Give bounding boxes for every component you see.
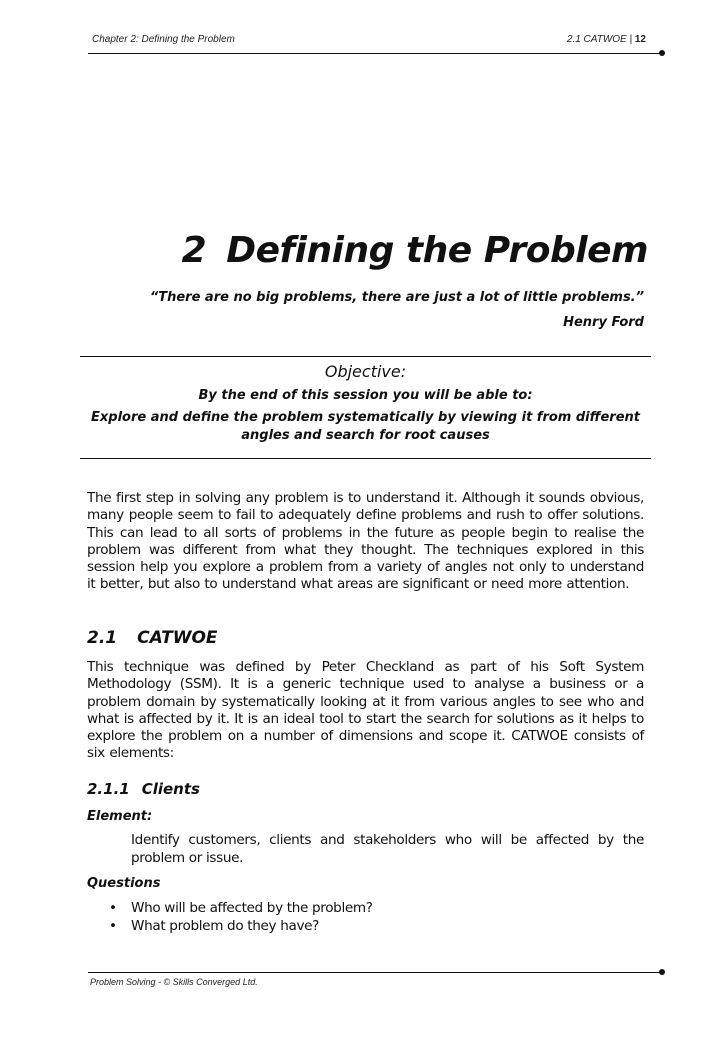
intro-paragraph: The first step in solving any problem is to understand it. Although it sounds obvious, many people seem to fail to adequately define problems and rush to offer solutions. This can lead to all sorts of problems in the future as people begin to realise the problem was different from what they thought. The techniques explored in this session help you explore a problem from a variety of angles not only to understand it better, but also to understand what areas are significant or need more attention. — [87, 490, 644, 593]
question-text: What problem do they have? — [131, 917, 320, 934]
objective-goal: Explore and define the problem systematically by viewing it from different angles and search for root causes — [91, 410, 640, 443]
questions-label: Questions — [87, 876, 161, 891]
chapter-title — [182, 230, 648, 271]
list-item — [105, 918, 373, 936]
header-rule — [88, 53, 660, 54]
section-title: CATWOE — [137, 628, 218, 648]
footer-text: Problem Solving - © Skills Converged Ltd. — [90, 977, 258, 987]
chapter-title-text: Defining the Problem — [226, 230, 648, 271]
section-number: 2.1 — [87, 628, 118, 648]
chapter-quote: “There are no big problems, there are just a lot of little problems.” — [149, 290, 644, 305]
objective-intro: By the end of this session you will be able to: — [198, 388, 533, 403]
header-section-label: 2.1 CATWOE — [566, 34, 627, 45]
element-text: Identify customers, clients and stakeholders who will be affected by the problem or issue. — [131, 832, 644, 866]
page-number: 12 — [634, 34, 646, 45]
questions-list — [105, 900, 373, 935]
bullet-icon: • — [109, 917, 117, 934]
objective-top-rule — [80, 356, 651, 357]
question-text: Who will be affected by the problem? — [131, 900, 373, 916]
subsection-heading — [87, 780, 200, 798]
section-paragraph: This technique was defined by Peter Checkland as part of his Soft System Methodology (SSM). It is a generic technique used to analyse a business or a problem domain by systematically looking at it from various angles to see who and what is affected by it. It is an ideal tool to start the search for solutions as it helps to explore the problem on a number of dimensions and scope it. CATWOE consists of six elements: — [87, 659, 644, 762]
section-heading — [87, 628, 218, 648]
objective-box — [80, 362, 651, 445]
objective-title: Objective: — [324, 362, 407, 381]
element-label: Element: — [87, 809, 153, 824]
list-item — [105, 900, 373, 918]
running-header-section — [567, 34, 646, 45]
header-rule-end-dot — [659, 50, 665, 56]
running-header-chapter: Chapter 2: Defining the Problem — [92, 34, 235, 45]
subsection-title: Clients — [141, 780, 200, 798]
header-separator: | — [629, 34, 633, 45]
quote-author: Henry Ford — [563, 315, 644, 330]
subsection-number: 2.1.1 — [87, 780, 130, 798]
objective-bottom-rule — [80, 458, 651, 459]
footer-rule — [88, 972, 660, 973]
bullet-icon: • — [109, 900, 117, 916]
chapter-number: 2 — [181, 230, 207, 271]
footer-rule-end-dot — [659, 969, 665, 975]
